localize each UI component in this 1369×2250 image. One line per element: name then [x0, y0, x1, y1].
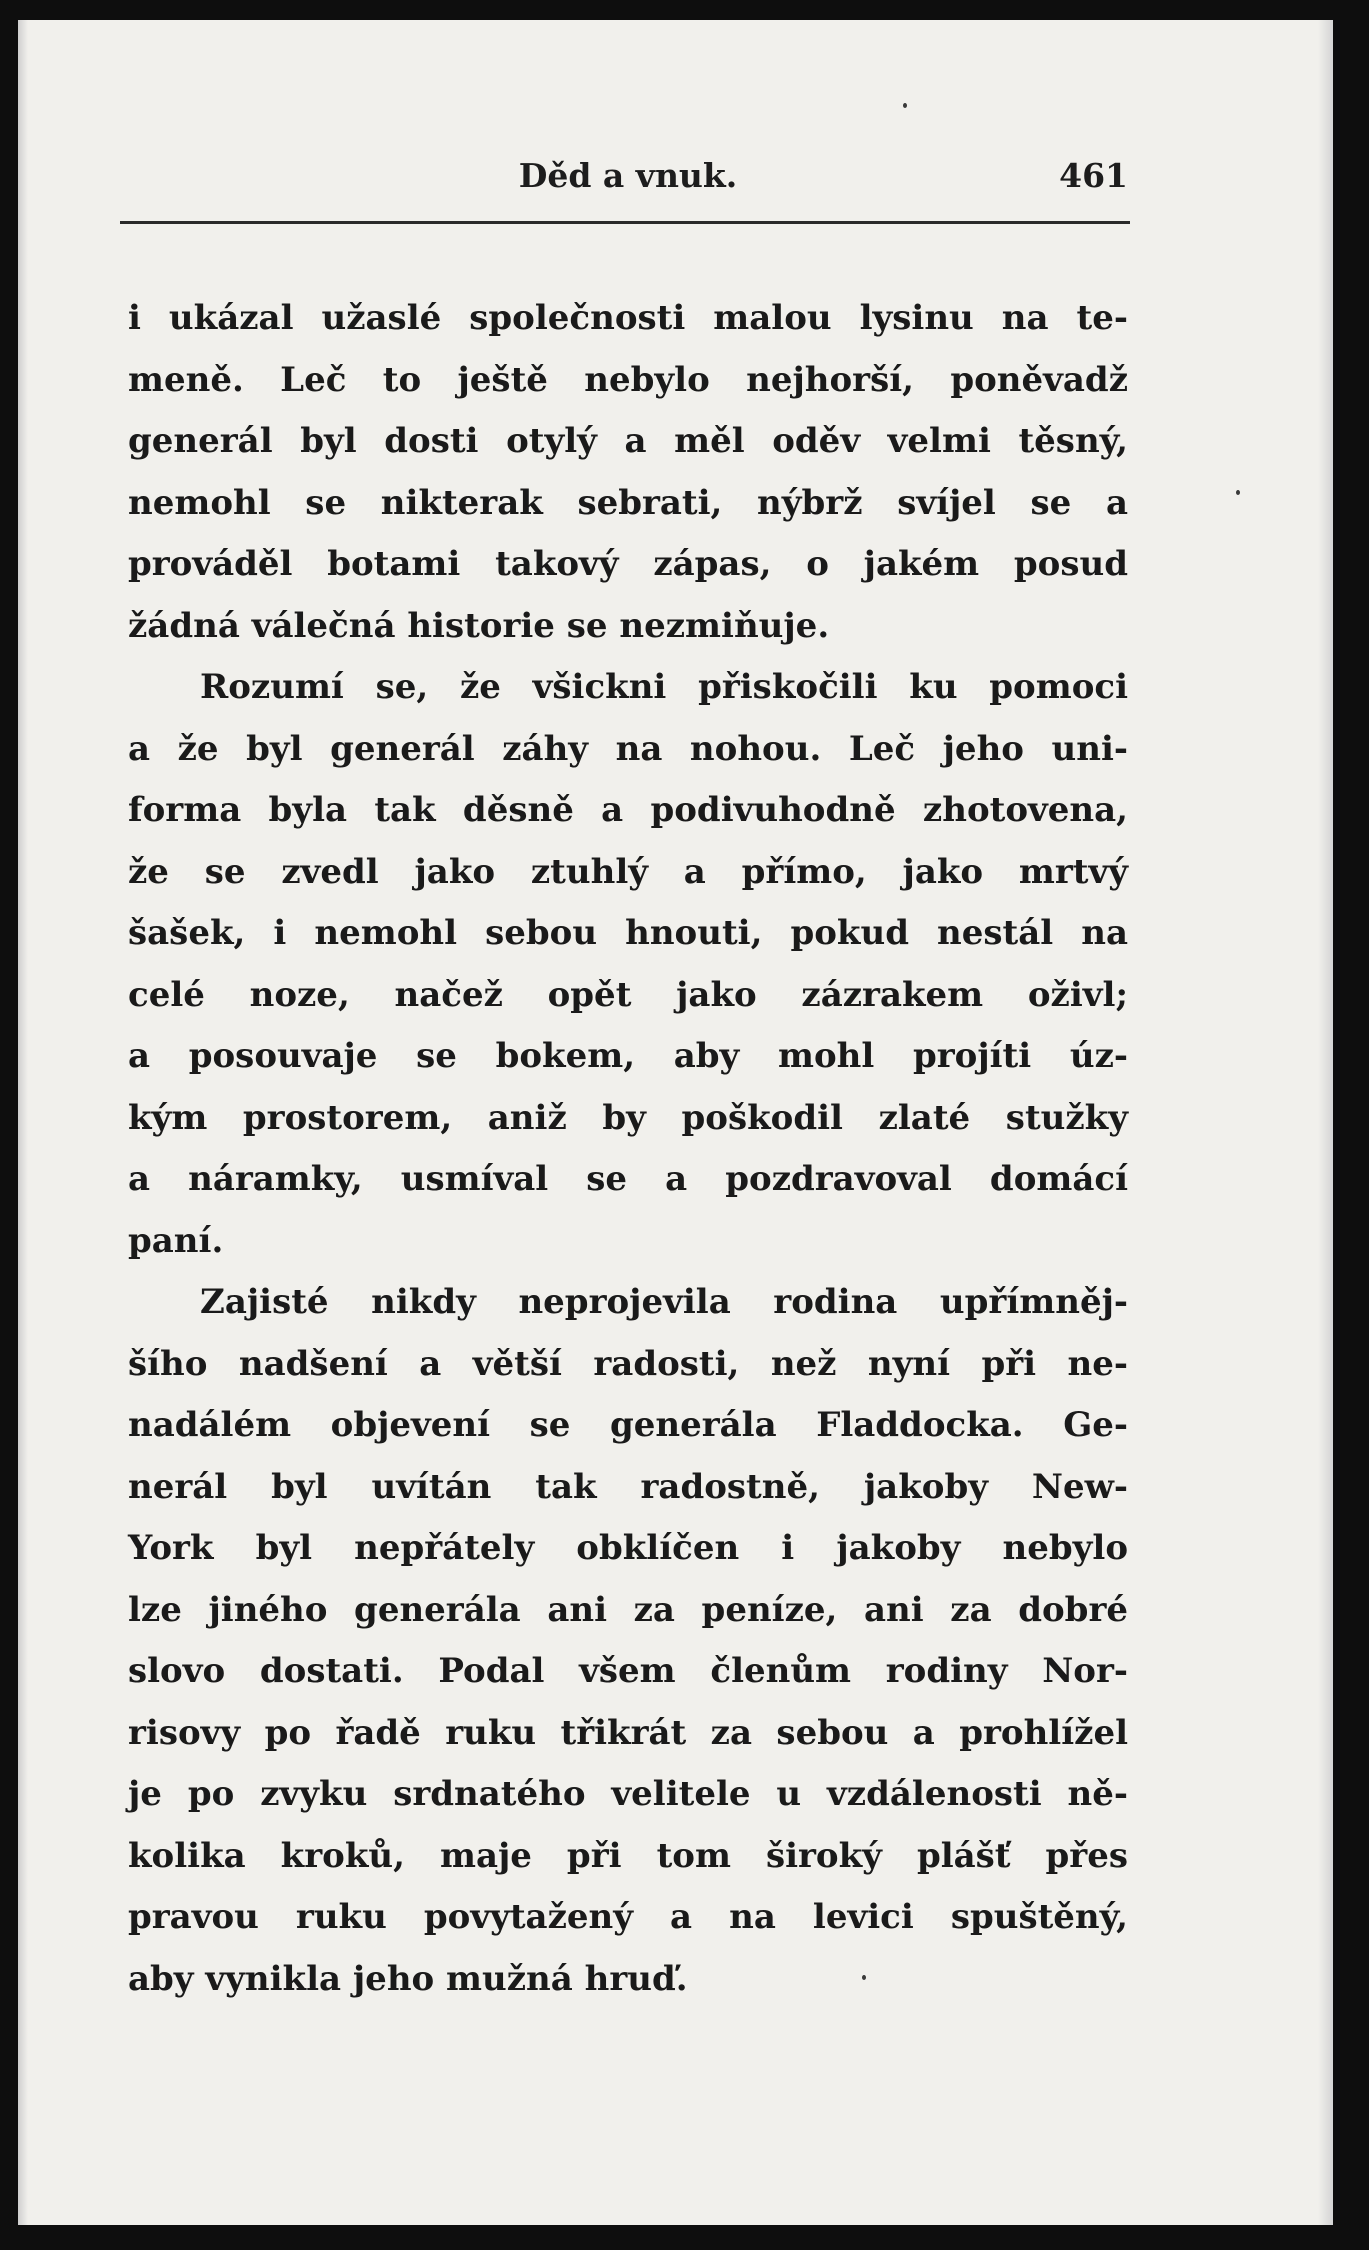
text-line: a posouvaje se bokem, aby mohl projíti úz- [128, 1036, 1128, 1076]
page-edge-right [1318, 20, 1333, 2225]
text-line: nerál byl uvítán tak radostně, jakoby New- [128, 1466, 1128, 1507]
text-line: nemohl se nikterak sebrati, nýbrž svíjel se a [128, 482, 1128, 523]
text-line: kým prostorem, aniž by poškodil zlaté stužky [128, 1097, 1128, 1138]
text-line: Rozumí se, že všickni přiskočili ku pomoci [200, 667, 1128, 707]
text-line: pravou ruku povytažený a na levici spuštěný, [128, 1897, 1128, 1937]
page-edge-left [18, 20, 28, 2225]
text-line: prováděl botami takový zápas, o jakém posud [128, 544, 1128, 584]
text-line: meně. Leč to ještě nebylo nejhorší, poněvadž [128, 359, 1128, 400]
page-header [128, 148, 1128, 204]
text-line: šího nadšení a větší radosti, než nyní při ne- [128, 1343, 1128, 1384]
text-line: slovo dostati. Podal všem členům rodiny Nor- [128, 1651, 1128, 1691]
text-line: celé noze, načež opět jako zázrakem oživl; [128, 974, 1128, 1015]
page-number: 461 [1059, 156, 1128, 195]
text-line: a náramky, usmíval se a pozdravoval domácí [128, 1159, 1128, 1199]
body-text [128, 288, 1128, 2010]
print-speck [1236, 490, 1240, 495]
text-line: risovy po řadě ruku třikrát za sebou a prohlížel [128, 1712, 1128, 1753]
text-line: York byl nepřátely obklíčen i jakoby nebylo [128, 1528, 1128, 1568]
running-title: Děd a vnuk. [518, 156, 738, 195]
text-line: že se zvedl jako ztuhlý a přímo, jako mrtvý [128, 851, 1128, 892]
header-rule [120, 221, 1130, 224]
text-line: lze jiného generála ani za peníze, ani za dobré [128, 1589, 1128, 1630]
text-line: forma byla tak děsně a podivuhodně zhotovena, [128, 790, 1128, 830]
text-line: a že byl generál záhy na nohou. Leč jeho uni- [128, 728, 1128, 769]
print-speck [862, 1975, 866, 1980]
text-line: žádná válečná historie se nezmiňuje. [128, 605, 830, 646]
text-line: generál byl dosti otylý a měl oděv velmi těsný, [128, 421, 1128, 461]
text-line: kolika kroků, maje při tom široký plášť přes [128, 1835, 1128, 1876]
text-line: šašek, i nemohl sebou hnouti, pokud nestál na [128, 913, 1128, 953]
text-line: paní. [128, 1220, 224, 1261]
text-line: nadálém objevení se generála Fladdocka. Ge- [128, 1405, 1128, 1445]
text-line: Zajisté nikdy neprojevila rodina upřímněj- [200, 1282, 1128, 1322]
text-line: je po zvyku srdnatého velitele u vzdálenosti ně- [128, 1774, 1128, 1814]
print-speck [903, 103, 907, 108]
text-line: i ukázal užaslé společnosti malou lysinu na te- [128, 298, 1128, 338]
text-line: aby vynikla jeho mužná hruď. [128, 1958, 688, 1999]
